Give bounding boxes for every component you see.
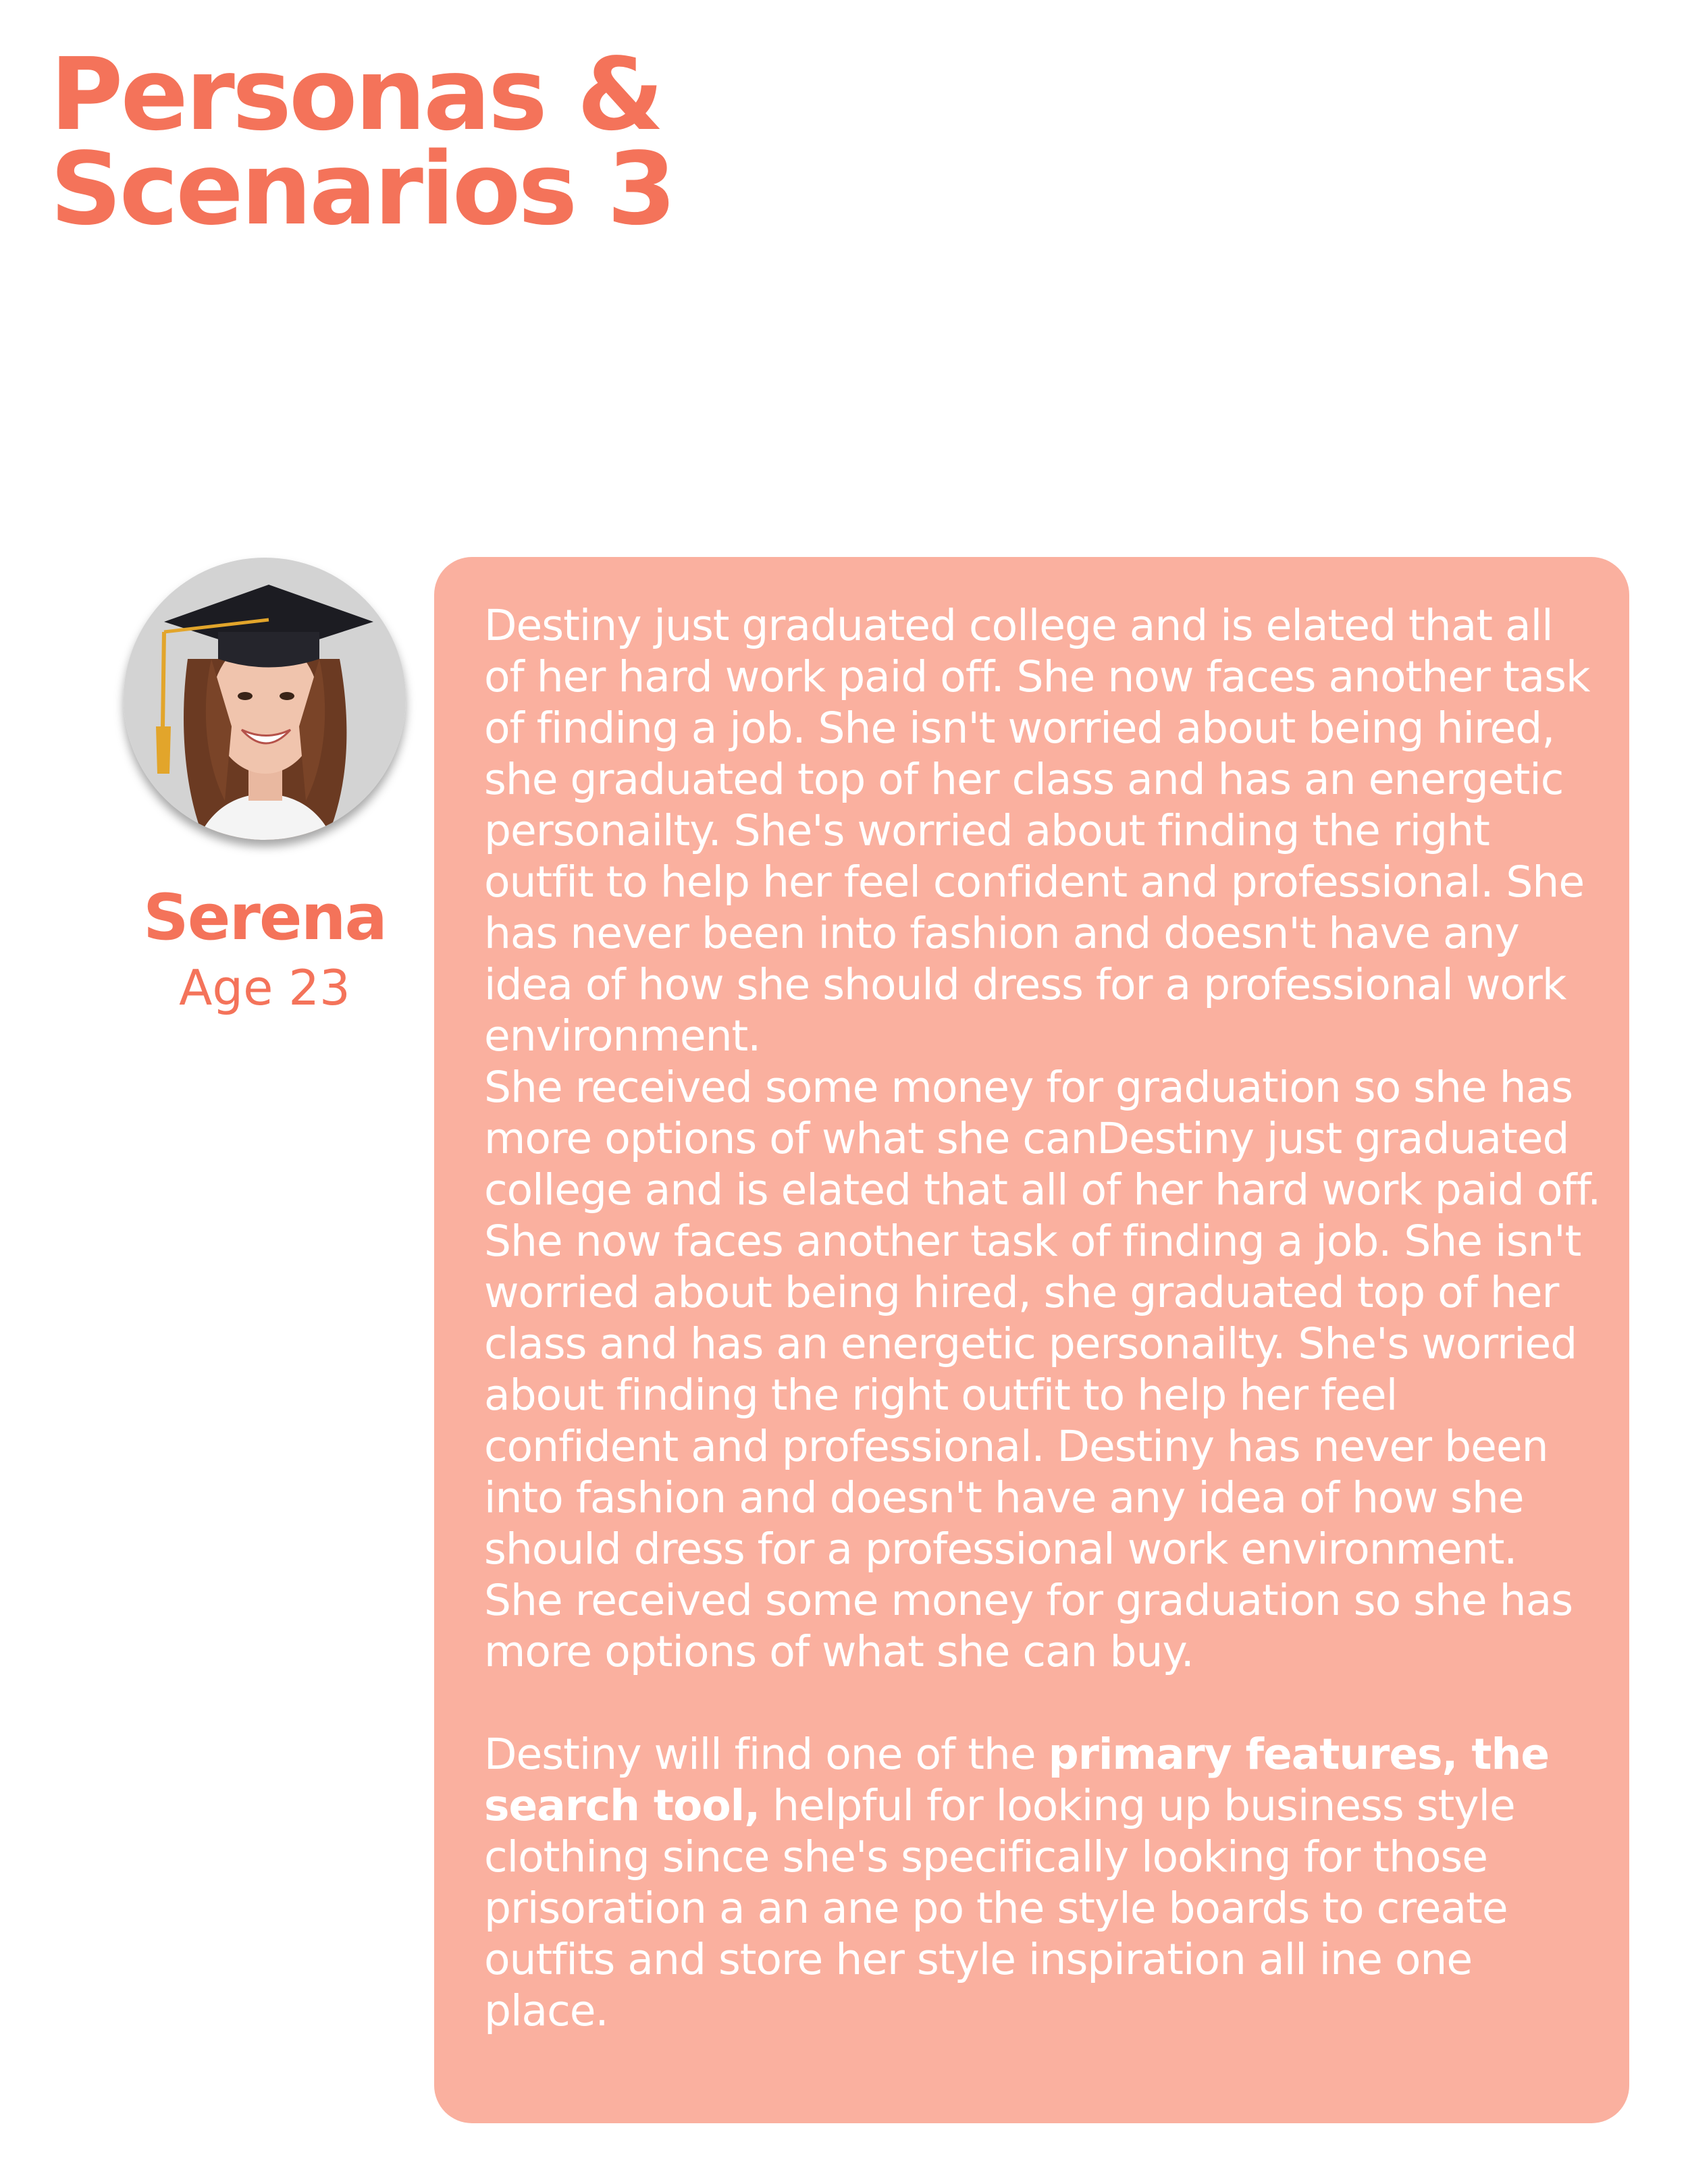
avatar <box>124 558 406 840</box>
persona-age: Age 23 <box>179 959 350 1016</box>
page-title-line-2: Scenarios 3 <box>50 131 674 247</box>
page-title-line-1: Personas & <box>50 36 662 153</box>
scenario-paragraph-2: She received some money for graduation so she has more options of what she canDestiny just graduated college and is elated that all of her hard work paid off. She now faces another task of finding a job. She isn't worried about being hired, she graduated top of her class and has an energetic personailty. She's worried about finding the right outfit to help her feel confident and professional. Destiny has never been into fashion and doesn't have any idea of how she should dress for a professional work environment. She received some money for graduation so she has more options of what she can buy. <box>484 1063 1601 1676</box>
scenario-paragraph <box>484 600 1602 1678</box>
persona-name: Serena <box>143 881 386 955</box>
scenario-paragraph-1: Destiny just graduated college and is elated that all of her hard work paid off. She now faces another task of finding a job. She isn't worried about being hired, she graduated top of her class and has an energetic personailty. She's worried about finding the right outfit to help her feel confident and professional. She has never been into fashion and doesn't have any idea of how she should dress for a professional work environment. <box>484 601 1590 1061</box>
feature-text-start: Destiny will find one of the <box>484 1730 1049 1779</box>
feature-text-end: helpful for looking up business style clothing since she's specifically looking for those prisoration a an ane po the style boards to create outfits and store her style inspiration all ine one place. <box>484 1781 1515 2035</box>
page-title <box>50 36 674 247</box>
scenario-card <box>434 557 1629 2123</box>
graduate-photo-icon <box>124 558 406 840</box>
feature-highlight: primary features, the search tool, <box>484 1730 1550 1830</box>
scenario-feature-paragraph <box>484 1729 1602 2037</box>
